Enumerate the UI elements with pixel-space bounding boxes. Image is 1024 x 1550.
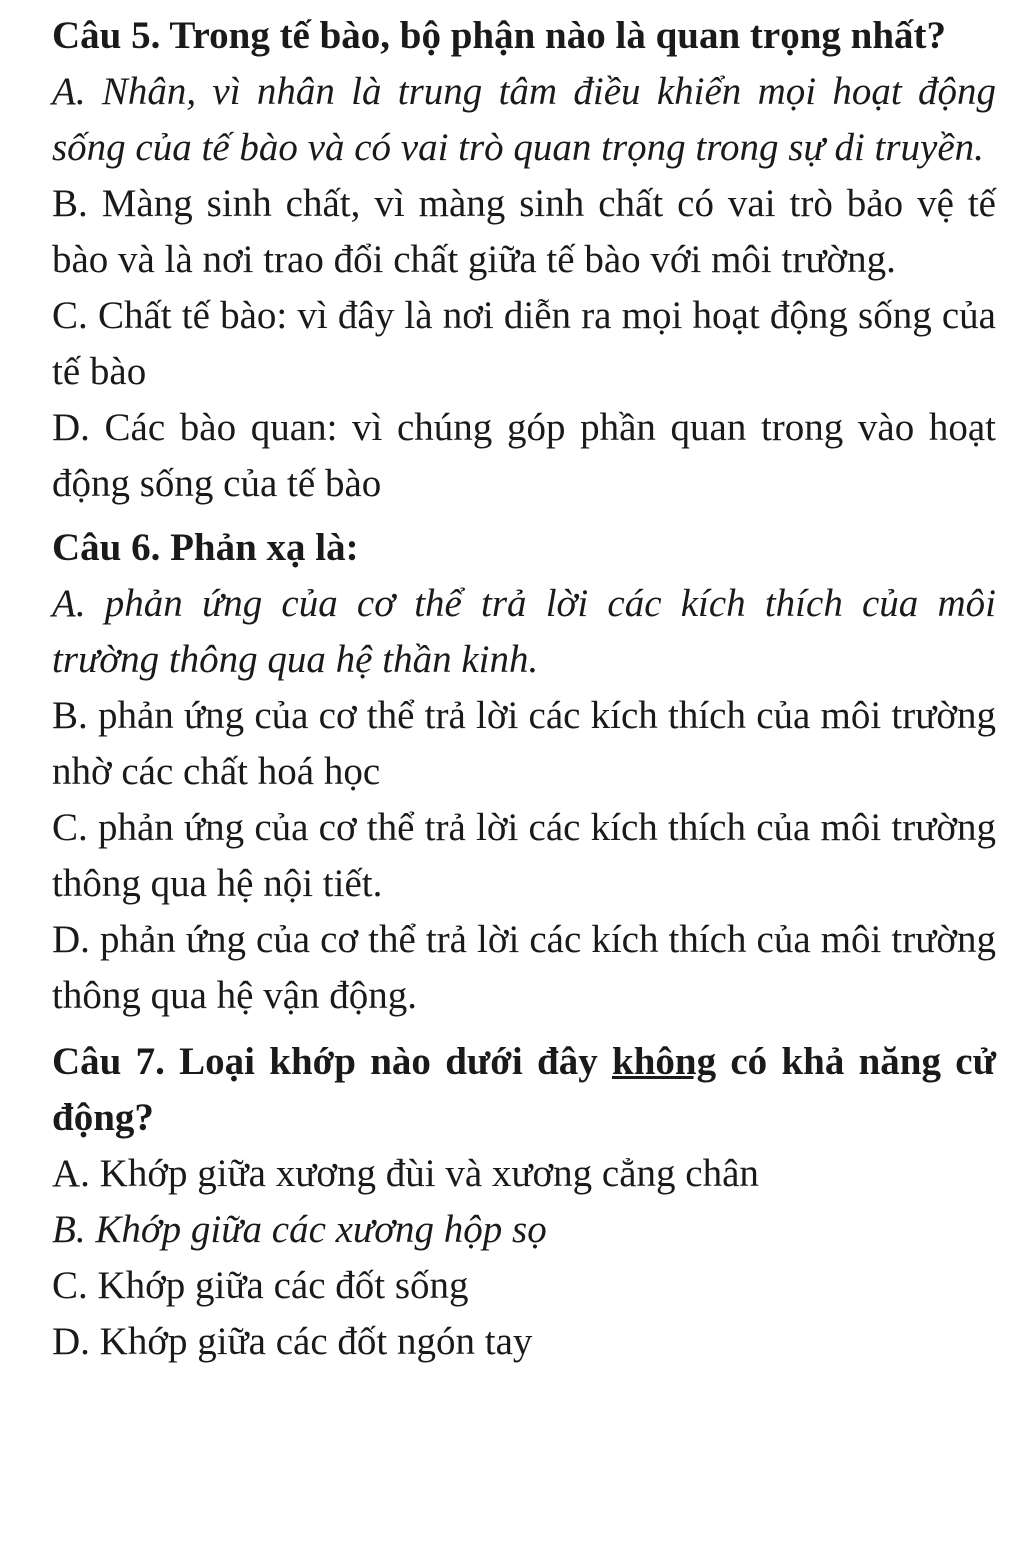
question-7-option-b: B. Khớp giữa các xương hộp sọ [52, 1208, 547, 1251]
question-6-option-b: B. phản ứng của cơ thể trả lời các kích thích của môi trường nhờ các chất hoá học [52, 694, 996, 793]
question-7-title [52, 1034, 996, 1146]
question-7-title-start: Câu 7. Loại khớp nào dưới đây [52, 1040, 612, 1083]
question-6-option-a: A. phản ứng của cơ thể trả lời các kích thích của môi trường thông qua hệ thần kinh. [52, 582, 996, 681]
question-6-title: Câu 6. Phản xạ là: [52, 526, 359, 569]
question-7-option-c: C. Khớp giữa các đốt sống [52, 1264, 469, 1307]
question-5-title: Câu 5. Trong tế bào, bộ phận nào là quan trọng nhất? [52, 14, 947, 57]
question-7-option-d: D. Khớp giữa các đốt ngón tay [52, 1320, 533, 1363]
question-7 [52, 1034, 996, 1370]
question-7-option-a: A. Khớp giữa xương đùi và xương cẳng chân [52, 1152, 759, 1195]
question-6-option-d: D. phản ứng của cơ thể trả lời các kích thích của môi trường thông qua hệ vận động. [52, 918, 996, 1017]
question-6-option-c: C. phản ứng của cơ thể trả lời các kích thích của môi trường thông qua hệ nội tiết. [52, 806, 996, 905]
question-6 [52, 520, 996, 1024]
question-5-option-a: A. Nhân, vì nhân là trung tâm điều khiển mọi hoạt động sống của tế bào và có vai trò quan trọng trong sự di truyền. [52, 70, 996, 169]
question-5-option-c: C. Chất tế bào: vì đây là nơi diễn ra mọi hoạt động sống của tế bào [52, 294, 996, 393]
question-5-option-d: D. Các bào quan: vì chúng góp phần quan trong vào hoạt động sống của tế bào [52, 406, 996, 505]
document-page [52, 0, 996, 1550]
question-7-title-underlined: không [612, 1040, 717, 1083]
question-5-option-b: B. Màng sinh chất, vì màng sinh chất có vai trò bảo vệ tế bào và là nơi trao đổi chất giữa tế bào với môi trường. [52, 182, 996, 281]
question-5 [52, 0, 996, 512]
question-7-title-end: có khả năng cử động? [52, 1040, 996, 1139]
